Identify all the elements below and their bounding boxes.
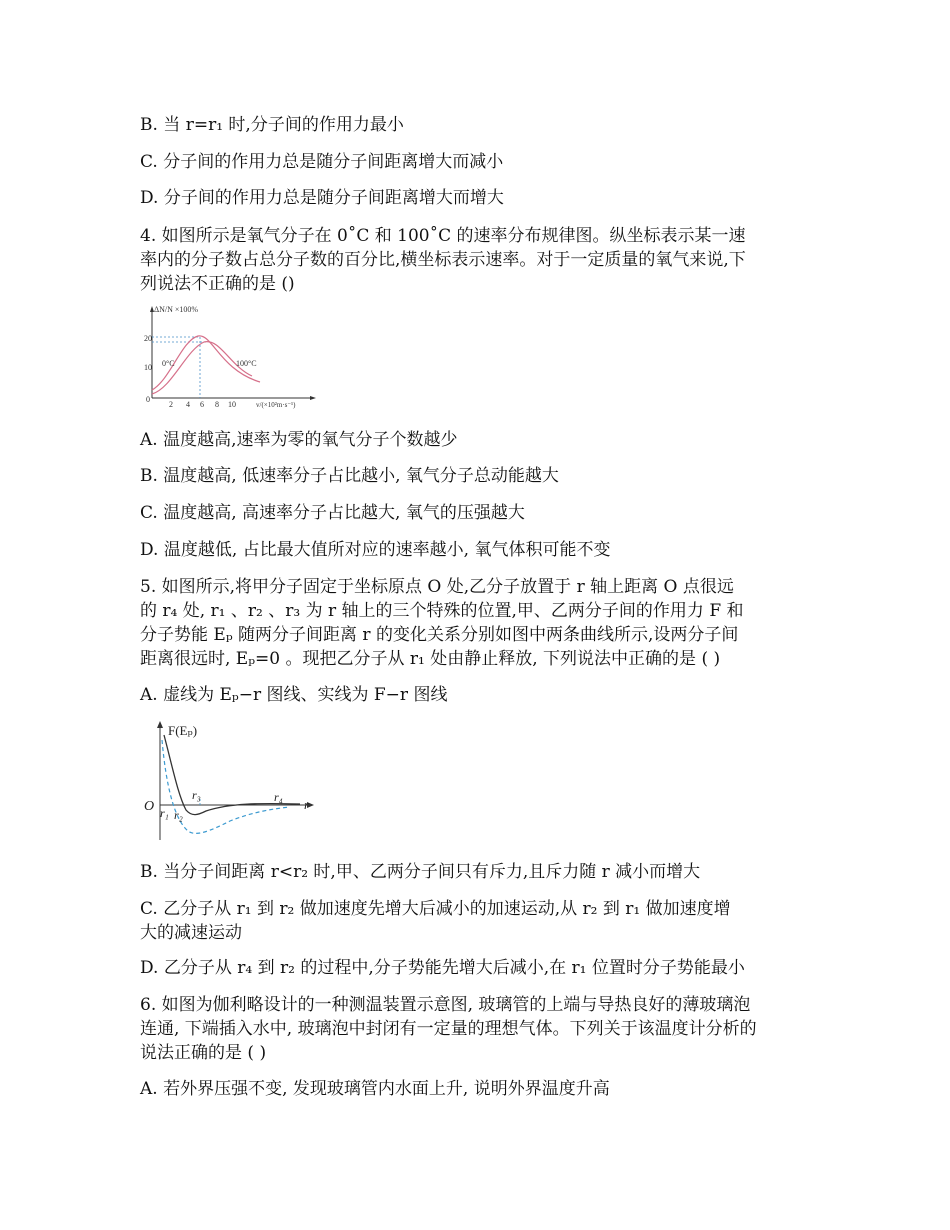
q4-y-label: ΔN/N ×100% [154,305,199,314]
q5-r1: r₁ [160,806,169,820]
speed-distribution-figure [140,300,320,415]
q4-x-tick-2: 2 [169,400,173,409]
q5-option-d: D. 乙分子从 r₄ 到 r₂ 的过程中,分子势能先增大后减小,在 r₁ 位置时分子势能最小 [140,958,745,978]
q5-y-label: F(Eₚ) [168,723,198,738]
q4-y-tick-10: 10 [144,363,152,372]
q4-stem-line3: 列说法不正确的是 () [140,274,295,294]
q4-x-tick-6: 6 [200,400,204,409]
q5-stem-line4: 距离很远时, Eₚ=0 。现把乙分子从 r₁ 处由静止释放, 下列说法中正确的是 ( ) [140,649,721,669]
q6-option-a: A. 若外界压强不变, 发现玻璃管内水面上升, 说明外界温度升高 [140,1079,610,1099]
q5-r3: r₃ [192,788,201,802]
q4-option-d: D. 温度越低, 占比最大值所对应的速率越小, 氧气体积可能不变 [140,540,611,560]
q4-stem-line1: 4. 如图所示是氧气分子在 0˚C 和 100˚C 的速率分布规律图。纵坐标表示某一速 [140,226,746,246]
q4-curve-label-0c: 0°C [162,359,175,368]
q6-stem-line2: 连通, 下端插入水中, 玻璃泡中封闭有一定量的理想气体。下列关于该温度计分析的 [140,1019,757,1039]
q4-x-tick-4: 4 [186,400,190,409]
q4-option-b: B. 温度越高, 低速率分子占比越小, 氧气分子总动能越大 [140,466,559,486]
q6-stem-line1: 6. 如图为伽利略设计的一种测温装置示意图, 玻璃管的上端与导热良好的薄玻璃泡 [140,995,751,1015]
q5-stem-line3: 分子势能 Eₚ 随两分子间距离 r 的变化关系分别如图中两条曲线所示,设两分子间 [140,625,739,645]
q5-option-c-line2: 大的减速运动 [140,923,242,943]
q5-r4: r₄ [274,790,283,804]
q5-option-c-line1: C. 乙分子从 r₁ 到 r₂ 做加速度先增大后减小的加速运动,从 r₂ 到 r₁ 做加速度增 [140,899,731,919]
q4-x-label: v/(×10²m·s⁻¹) [256,401,296,409]
q4-option-c: C. 温度越高, 高速率分子占比越大, 氧气的压强越大 [140,503,525,523]
q5-option-a: A. 虚线为 Eₚ−r 图线、实线为 F−r 图线 [140,685,448,705]
q4-y-tick-20: 20 [144,334,152,343]
q3-option-b: B. 当 r=r₁ 时,分子间的作用力最小 [140,115,404,135]
q5-r2: r₂ [174,808,183,822]
q5-stem-line1: 5. 如图所示,将甲分子固定于坐标原点 O 处,乙分子放置于 r 轴上距离 O 点很远 [140,577,734,597]
q3-option-d: D. 分子间的作用力总是随分子间距离增大而增大 [140,188,504,208]
q4-x-tick-10: 10 [228,400,236,409]
q5-origin: O [144,799,155,814]
q4-stem-line2: 率内的分子数占总分子数的百分比,横坐标表示速率。对于一定质量的氧气来说,下 [140,250,746,270]
q5-stem-line2: 的 r₄ 处, r₁ 、r₂ 、r₃ 为 r 轴上的三个特殊的位置,甲、乙两分子间的作用力 F 和 [140,601,744,621]
q4-y-tick-0: 0 [146,395,150,404]
q4-curve-label-100c: 100°C [236,359,257,368]
q5-axis-r: r [304,797,310,812]
q3-option-c: C. 分子间的作用力总是随分子间距离增大而减小 [140,152,504,172]
q4-x-tick-8: 8 [215,400,219,409]
q4-option-a: A. 温度越高,速率为零的氧气分子个数越少 [140,430,458,450]
q5-option-b: B. 当分子间距离 r<r₂ 时,甲、乙两分子间只有斥力,且斥力随 r 减小而增大 [140,862,701,882]
q6-stem-line3: 说法正确的是 ( ) [140,1043,267,1063]
force-potential-figure [140,715,320,845]
